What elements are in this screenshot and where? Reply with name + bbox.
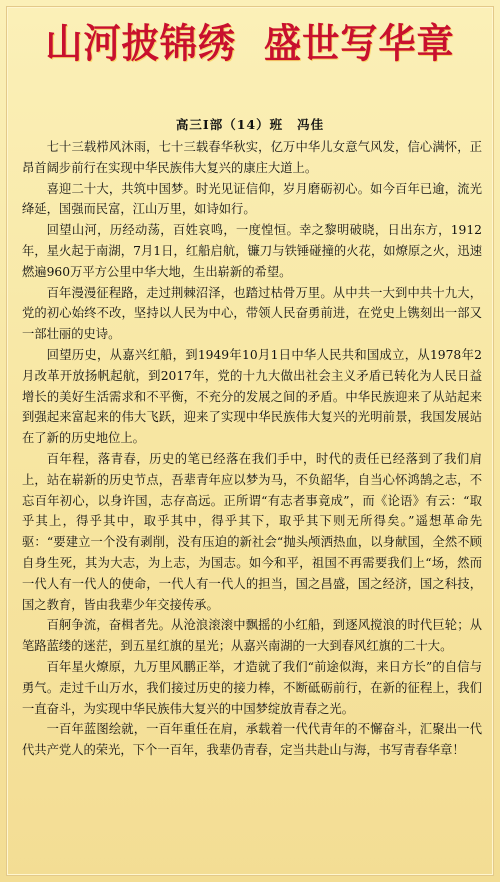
paragraph: 回望山河，历经动荡，百姓哀鸣，一度惶恒。幸之黎明破晓，日出东方，1912年，星火起于南湖，7月1日，红船启航，镰刀与铁锤碰撞的火花，如燎原之火，迅速燃遍960万平方公里中华大地，生出崭新的希望。 xyxy=(22,223,482,279)
paragraph: 百年程，落青春，历史的笔已经落在我们手中，时代的责任已经落到了我们肩上，站在崭新的历史节点，吾辈青年应以梦为马，不负韶华，自当心怀鸿鹄之志，不忘百年初心，以身许国，志存高远。正所谓“有志者事竟成”，而《论语》有云：“取乎其上，得乎其中，取乎其中，得乎其下，取乎其下则无所得矣。”遥想革命先驱：“要建立一个没有剥削，没有压迫的新社会“抛头颅洒热血，以身献国，全然不顾自身生死，其为大志，为上志，为国志。如今和平，祖国不再需要我们上“场，然而一代人有一代人的使命，一代人有一代人的担当，国之昌盛，国之经济，国之科技，国之教育，皆由我辈少年交接传承。 xyxy=(22,451,482,612)
title-part-2: 盛世写华章 xyxy=(263,20,455,67)
paragraph: 百年星火燎原，九万里风鹏正举，才造就了我们“前途似海，来日方长”的自信与勇气。走过千山万水，我们接过历史的接力棒，不断砥砺前行，在新的征程上，我们一直奋斗，为实现中华民族伟大复兴的中国梦绽放青春之光。 xyxy=(22,659,482,716)
paragraph: 一百年蓝图绘就，一百年重任在肩，承载着一代代青年的不懈奋斗，汇聚出一代代共产党人的荣光，下个一百年，我辈仍青春，定当共赴山与海，书写青春华章！ xyxy=(22,722,482,758)
byline-author: 冯佳 xyxy=(297,117,325,132)
paragraph: 回望历史，从嘉兴红船，到1949年10月1日中华人民共和国成立，从1978年2月改革开放扬帆起航，到2017年，党的十九大做出社会主义矛盾已转化为人民日益增长的美好生活需求和不平衡，不充分的发展之间的矛盾。中华民族迎来了从站起来到强起来富起来的伟大飞跃，迎来了实现中华民族伟大复兴的光明前景，我国发展站在了新的历史地位上。 xyxy=(22,347,482,446)
page-title xyxy=(18,18,483,70)
paragraph: 百舸争流，奋楫者先。从沧浪滚滚中飘摇的小红船，到逐风搅浪的时代巨轮；从笔路蓝缕的迷茫，到五星红旗的星光；从嘉兴南湖的一大到春风红旗的二十大。 xyxy=(22,618,482,654)
article-body xyxy=(22,137,482,761)
paragraph: 百年漫漫征程路，走过荆棘沼泽，也踏过枯骨万里。从中共一大到中共十九大，党的初心始终不改，坚持以人民为中心，带领人民奋勇前进，在党史上镌刻出一部又一部壮丽的史诗。 xyxy=(22,285,482,342)
title-part-1: 山河披锦绣 xyxy=(45,20,237,67)
paragraph: 喜迎二十大，共筑中国梦。时光见证信仰，岁月磨砺初心。如今百年已逾，流光绛延，国强而民富，江山万里，如诗如行。 xyxy=(22,181,482,217)
paragraph: 七十三载栉风沐雨，七十三载春华秋实，亿万中华儿女意气风发，信心满怀，正昂首阔步前行在实现中华民族伟大复兴的康庄大道上。 xyxy=(22,140,482,175)
byline xyxy=(0,115,500,133)
byline-class: 高三Ⅰ部（14）班 xyxy=(175,117,284,132)
